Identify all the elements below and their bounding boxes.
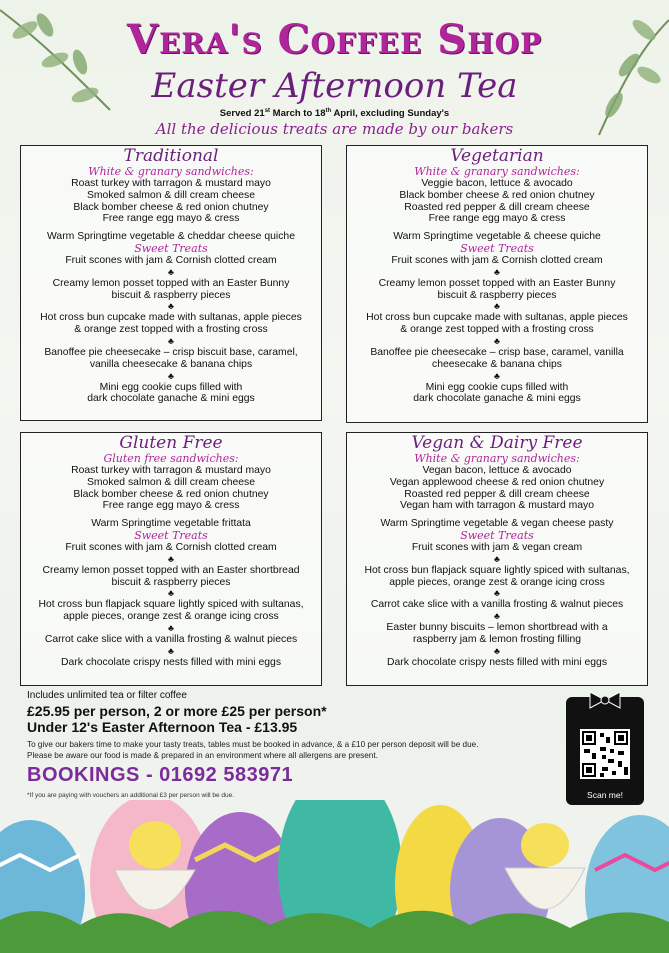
sweet-treat-item: Easter bunny biscuits – lemon shortbread with a xyxy=(386,622,608,634)
qr-code-card[interactable] xyxy=(566,697,644,805)
sweet-treat-item: Mini egg cookie cups filled with xyxy=(425,381,569,393)
sweet-treat-item: & orange zest topped with a frosting cross xyxy=(400,324,594,336)
sweet-treat-item: Creamy lemon posset topped with an Easter Bunny xyxy=(52,277,290,289)
sweet-treats-heading: Sweet Treats xyxy=(134,528,208,542)
savoury-item: Warm Springtime vegetable frittata xyxy=(91,518,251,530)
menu-box-vegan xyxy=(346,432,648,686)
bunny-icon: ♣ xyxy=(494,645,500,656)
bunny-icon: ♣ xyxy=(168,370,174,381)
menu-box-traditional xyxy=(20,145,322,421)
sweet-treat-item: apple pieces, orange zest & orange icing cross xyxy=(63,611,279,623)
savoury-item: Warm Springtime vegetable & cheese quiche xyxy=(393,231,601,243)
sweet-treat-item: Carrot cake slice with a vanilla frosting & walnut pieces xyxy=(44,633,298,645)
sandwich-item: Veggie bacon, lettuce & avocado xyxy=(421,178,573,189)
sweet-treat-item: Fruit scones with jam & vegan cream xyxy=(411,541,583,553)
savoury-item: Warm Springtime vegetable & vegan cheese pasty xyxy=(380,518,614,530)
bunny-icon: ♣ xyxy=(168,301,174,312)
allergen-note: Please be aware our food is made & prepared in an environment where all allergens are present. xyxy=(27,750,378,760)
sandwich-item: Black bomber cheese & red onion chutney xyxy=(73,201,269,213)
sweet-treat-item: Banoffee pie cheesecake – crisp base, caramel, vanilla xyxy=(370,346,624,358)
sweet-treat-item: dark chocolate ganache & mini eggs xyxy=(413,393,581,405)
sweet-treat-item: biscuit & raspberry pieces xyxy=(437,289,557,301)
sandwich-heading: White & granary sandwiches: xyxy=(88,165,254,178)
served-dates xyxy=(0,108,669,119)
sandwich-item: Roast turkey with tarragon & mustard mayo xyxy=(71,465,271,476)
bunny-icon: ♣ xyxy=(494,335,500,346)
sweet-treat-item: Hot cross bun flapjack square lightly spiced with sultanas, xyxy=(38,599,304,611)
includes-note: Includes unlimited tea or filter coffee xyxy=(27,690,187,701)
sweet-treats-heading: Sweet Treats xyxy=(460,528,534,542)
sweet-treat-item: Creamy lemon posset topped with an Easter shortbread xyxy=(42,564,300,576)
served-dates-suffix-2: th xyxy=(325,108,332,114)
sweet-treat-item: Hot cross bun cupcake made with sultanas, apple pieces xyxy=(40,312,302,324)
bunny-icon: ♣ xyxy=(494,266,500,277)
sweet-treats-heading: Sweet Treats xyxy=(460,241,534,255)
shop-name: Vera's Coffee Shop xyxy=(126,16,543,63)
sandwich-heading: White & granary sandwiches: xyxy=(414,452,580,465)
served-dates-suffix-1: st xyxy=(264,108,271,114)
bow-icon xyxy=(588,691,622,709)
sandwich-item: Roasted red pepper & dill cream cheese xyxy=(404,488,590,500)
bunny-icon: ♣ xyxy=(168,588,174,599)
bookings-phone[interactable]: BOOKINGS - 01692 583971 xyxy=(27,764,294,786)
served-dates-middle: March to 18 xyxy=(270,108,326,120)
bunny-icon: ♣ xyxy=(168,266,174,277)
sweet-treat-item: cheesecake & banana chips xyxy=(432,358,562,370)
bunny-icon: ♣ xyxy=(168,622,174,633)
tagline: All the delicious treats are made by our bakers xyxy=(155,120,514,138)
menu-title: Gluten Free xyxy=(119,433,223,453)
sweet-treat-item: Banoffee pie cheesecake – crisp biscuit base, caramel, xyxy=(44,346,298,358)
sweet-treat-item: & orange zest topped with a frosting cross xyxy=(74,324,268,336)
sandwich-item: Roast turkey with tarragon & mustard mayo xyxy=(71,178,271,189)
qr-scan-label: Scan me! xyxy=(587,790,623,800)
bunny-icon: ♣ xyxy=(494,588,500,599)
menu-title: Vegetarian xyxy=(450,146,544,166)
sweet-treat-item: Fruit scones with jam & Cornish clotted cream xyxy=(65,541,277,553)
sweet-treat-item: Dark chocolate crispy nests filled with mini eggs xyxy=(60,656,282,668)
adult-price: £25.95 per person, 2 or more £25 per person* xyxy=(27,703,327,719)
bunny-icon: ♣ xyxy=(494,370,500,381)
sandwich-item: Roasted red pepper & dill cream cheese xyxy=(404,201,590,213)
sandwich-item: Vegan ham with tarragon & mustard mayo xyxy=(399,500,595,512)
sweet-treat-item: Mini egg cookie cups filled with xyxy=(99,381,243,393)
served-dates-end: April, excluding Sunday's xyxy=(331,108,450,120)
menu-title: Traditional xyxy=(123,146,219,166)
sandwich-item: Vegan bacon, lettuce & avocado xyxy=(422,465,572,476)
booking-notes xyxy=(27,740,567,761)
sweet-treat-item: Fruit scones with jam & Cornish clotted cream xyxy=(65,254,277,266)
bunny-icon: ♣ xyxy=(494,301,500,312)
sandwich-item: Vegan applewood cheese & red onion chutney xyxy=(389,476,605,488)
sweet-treat-item: apple pieces, orange zest & orange icing cross xyxy=(389,576,605,588)
sandwich-heading: White & granary sandwiches: xyxy=(414,165,580,178)
sweet-treat-item: Fruit scones with jam & Cornish clotted cream xyxy=(391,254,603,266)
sweet-treat-item: biscuit & raspberry pieces xyxy=(111,289,231,301)
easter-eggs-decoration xyxy=(0,800,669,953)
sandwich-item: Black bomber cheese & red onion chutney xyxy=(73,488,269,500)
bunny-icon: ♣ xyxy=(494,611,500,622)
bunny-icon: ♣ xyxy=(494,553,500,564)
served-dates-start: Served 21 xyxy=(219,108,265,120)
sweet-treat-item: Carrot cake slice with a vanilla frosting & walnut pieces xyxy=(370,599,624,611)
page-title: Easter Afternoon Tea xyxy=(151,66,518,106)
sweet-treat-item: raspberry jam & lemon frosting filling xyxy=(412,633,582,645)
deposit-note: To give our bakers time to make your tasty treats, tables must be booked in advance, & a £10 per person deposit will be due. xyxy=(27,740,479,749)
sandwich-item: Free range egg mayo & cress xyxy=(428,213,566,225)
sweet-treat-item: biscuit & raspberry pieces xyxy=(111,576,231,588)
sandwich-item: Smoked salmon & dill cream cheese xyxy=(86,476,256,488)
sandwich-item: Free range egg mayo & cress xyxy=(102,500,240,512)
bunny-icon: ♣ xyxy=(168,553,174,564)
sweet-treat-item: vanilla cheesecake & banana chips xyxy=(89,358,253,370)
menu-box-vegetarian xyxy=(346,145,648,423)
bunny-icon: ♣ xyxy=(168,335,174,346)
sweet-treat-item: Hot cross bun cupcake made with sultanas, apple pieces xyxy=(366,312,628,324)
sweet-treat-item: Dark chocolate crispy nests filled with mini eggs xyxy=(386,656,608,668)
sandwich-item: Smoked salmon & dill cream cheese xyxy=(86,189,256,201)
sandwich-heading: Gluten free sandwiches: xyxy=(103,452,239,465)
sweet-treat-item: Hot cross bun flapjack square lightly spiced with sultanas, xyxy=(364,564,630,576)
sweet-treats-heading: Sweet Treats xyxy=(134,241,208,255)
savoury-item: Warm Springtime vegetable & cheddar cheese quiche xyxy=(47,231,295,243)
menu-title: Vegan & Dairy Free xyxy=(411,433,583,453)
sweet-treat-item: dark chocolate ganache & mini eggs xyxy=(87,393,255,405)
bunny-icon: ♣ xyxy=(168,645,174,656)
sandwich-item: Free range egg mayo & cress xyxy=(102,213,240,225)
menu-box-gluten-free xyxy=(20,432,322,686)
sweet-treat-item: Creamy lemon posset topped with an Easter Bunny xyxy=(378,277,616,289)
voucher-note: *If you are paying with vouchers an additional £3 per person will be due. xyxy=(27,792,235,799)
sandwich-item: Black bomber cheese & red onion chutney xyxy=(399,189,595,201)
child-price: Under 12's Easter Afternoon Tea - £13.95 xyxy=(27,719,298,735)
qr-code-icon xyxy=(580,729,630,779)
